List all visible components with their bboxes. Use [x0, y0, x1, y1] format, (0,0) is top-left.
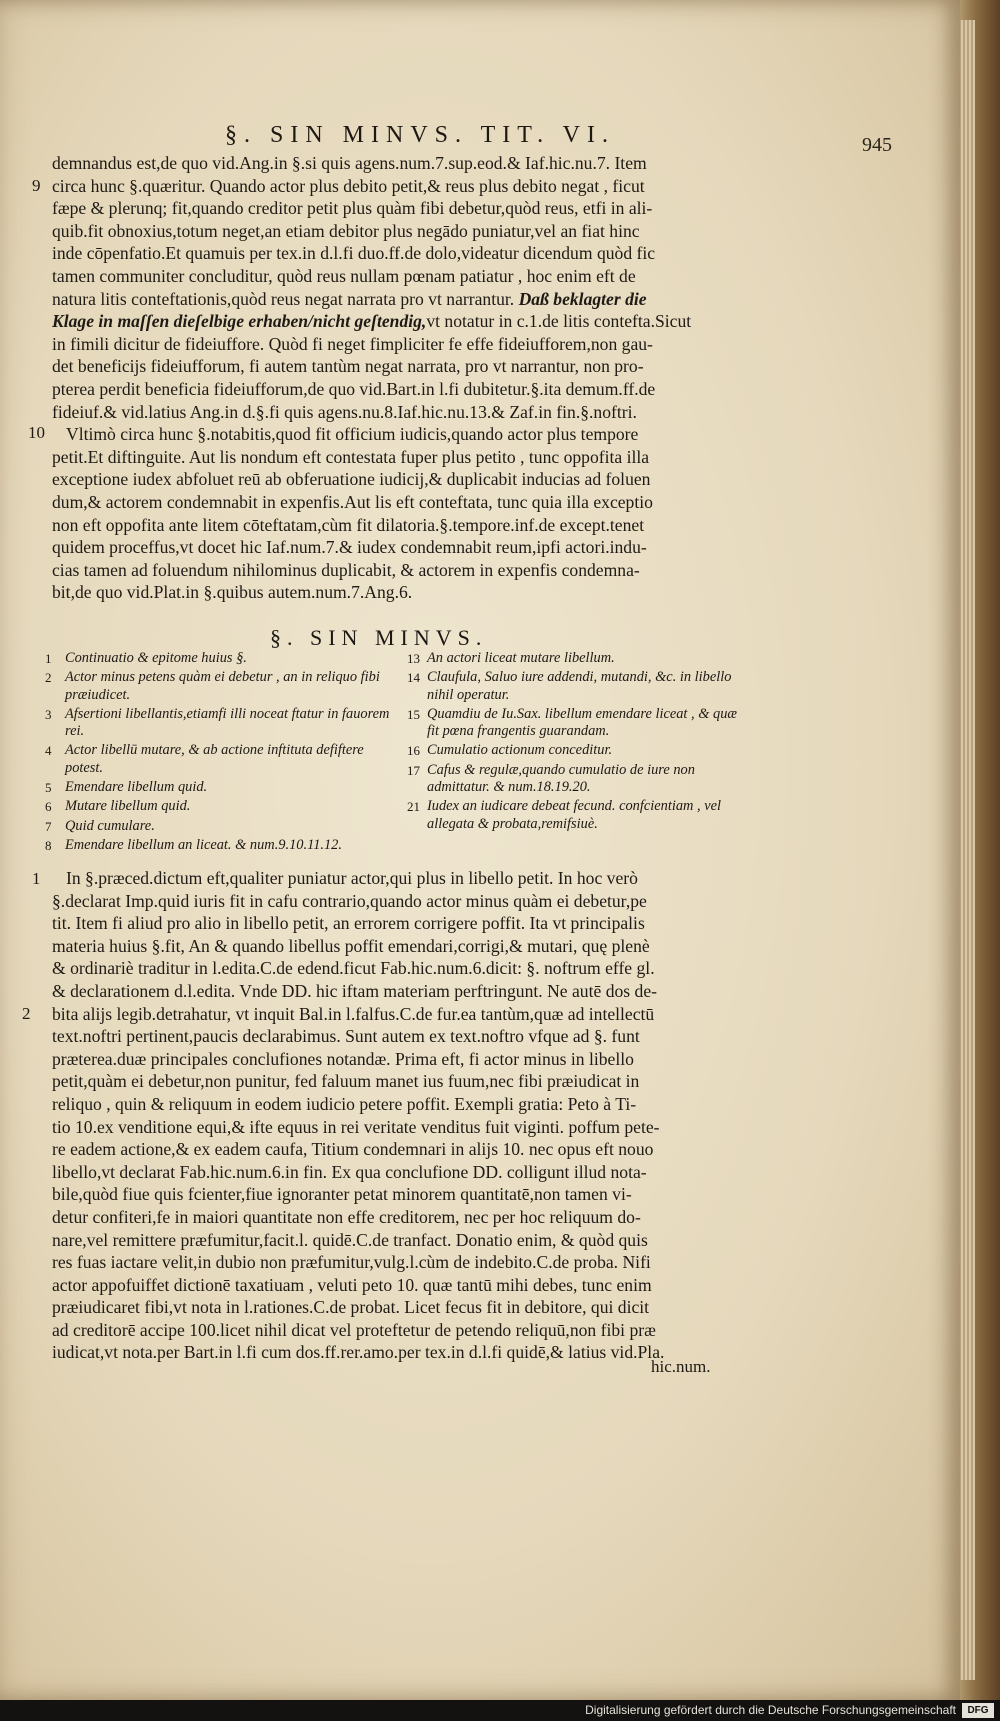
summary-item-number: 4 — [45, 743, 52, 759]
text-line: non eft oppofita ante litem cōteftatam,cùm fit dilatoria.§.tempore.inf.de except.tenet — [52, 514, 645, 535]
margin-number: 10 — [28, 423, 45, 442]
text-line: demnandus est,de quo vid.Ang.in §.si quis agens.num.7.sup.eod.& Iaf.hic.nu.7. Item — [52, 153, 647, 173]
summary-item-text: Actor minus petens quàm ei debetur , an in reliquo fibi præiudicet. — [65, 669, 380, 703]
summary-item-text: Cumulatio actionum conceditur. — [427, 742, 613, 759]
summary-item-number: 6 — [45, 799, 52, 815]
summary-item — [45, 798, 390, 815]
text-line: re eadem actione,& ex eadem caufa, Titium condemnari in alijs 10. nec opus eft nouo — [52, 1139, 654, 1160]
text-line: iudicat,vt nota.per Bart.in l.fi cum dos.ff.rer.amo.per tex.in d.l.fi quidē,& latius vid.Pla. — [52, 1342, 665, 1363]
text-line: text.noftri pertinent,paucis declarabimus. Sunt autem ex text.noftro vfque ad §. funt — [52, 1026, 640, 1047]
text-line: in fimili dicitur de fideiuffore. Quòd fi neget fimpliciter fe effe fideiufforem,non gau- — [52, 333, 653, 354]
summary-item-number: 14 — [407, 670, 420, 686]
summary-item — [407, 762, 752, 797]
text-line: bile,quòd fiue quis fcienter,fiue ignoranter petat minorem quantitatē,non tamen vi- — [52, 1184, 632, 1205]
text-line: circa hunc §.quæritur. Quando actor plus debito petit,& reus plus debito negat , ficut — [52, 175, 645, 196]
summary-item-number: 16 — [407, 743, 420, 759]
summary-item-text: Claufula, Saluo iure addendi, mutandi, &c. in libello nihil operatur. — [427, 669, 732, 703]
body-text-block-1 — [52, 152, 744, 604]
text-line: exceptione iudex abfoluet reū ab obferuatione iudicij,& duplicabit inducias ad foluen — [52, 469, 651, 490]
text-line: pterea perdit beneficia fideiufforum,de quo vid.Bart.in l.fi dubitetur.§.ita demum.ff.de — [52, 378, 656, 399]
text-line: dum,& actorem condemnabit in expenfis.Aut lis eft conteftata, tunc quia illa exceptio — [52, 491, 653, 512]
text-line: bita alijs legib.detrahatur, vt inquit Bal.in l.falfus.C.de fur.ea tantùm,quæ ad intellectū — [52, 1003, 655, 1024]
text-line: tit. Item fi aliud pro alio in libello petit, an errorem corrigere poffit. Ita vt principalis — [52, 913, 645, 934]
text-line: tio 10.ex venditione equi,& ifte equus in rei veritate venditus fuit viginti. poffum pete- — [52, 1116, 660, 1137]
text-line: det beneficijs fideiufforum, fi autem tantùm negat narrata, pro vt narrantur, non pro- — [52, 356, 644, 377]
summary-item — [407, 650, 752, 667]
text-line: & ordinariè traditur in l.edita.C.de edend.ficut Fab.hic.num.6.dicit: §. noftrum effe gl. — [52, 958, 655, 979]
margin-number: 2 — [22, 1004, 31, 1023]
summary-item-text: Actor libellū mutare, & ab actione inftituta defiftere potest. — [65, 742, 364, 776]
summary-item-number: 5 — [45, 780, 52, 796]
text-line: reliquo , quin & reliquum in eodem iudicio petere poffit. Exempli gratia: Peto à Ti- — [52, 1093, 637, 1114]
folio-number: 945 — [862, 134, 892, 156]
margin-number: 9 — [32, 176, 41, 195]
summary-item-number: 15 — [407, 706, 420, 722]
summary-column-right — [407, 650, 752, 835]
text-line: & declarationem d.l.edita. Vnde DD. hic iftam materiam perftringunt. Ne autē dos de- — [52, 980, 657, 1001]
summary-item-number: 13 — [407, 651, 420, 666]
text-line: res fuas iactare velit,in dubio non præfumitur,vulg.l.cùm de indebito.C.de proba. Nifi — [52, 1252, 651, 1273]
text-line: libello,vt declarat Fab.hic.num.6.in fin. Ex qua conclufione DD. colligunt illud nota- — [52, 1161, 647, 1182]
section-title: §. SIN MINVS. — [270, 625, 488, 650]
summary-item-text: Quid cumulare. — [65, 817, 155, 834]
summary-item-text: Cafus & regulæ,quando cumulatio de iure non admittatur. & num.18.19.20. — [427, 761, 695, 796]
summary-item-text: Afsertioni libellantis,etiamfi illi noceat ftatur in fauorem rei. — [65, 705, 390, 740]
summary-item-number: 8 — [45, 837, 52, 853]
body-text-block-2 — [52, 867, 744, 1364]
text-line-part: vt notatur in c.1.de litis contefta.Sicut — [426, 311, 692, 332]
summary-item-number: 7 — [45, 818, 52, 834]
text-line — [52, 288, 744, 311]
summary-item-number: 1 — [45, 651, 52, 666]
text-line: Vltimò circa hunc §.notabitis,quod fit officium iudicis,quando actor plus tempore — [66, 424, 639, 445]
summary-item — [45, 669, 390, 704]
german-phrase: Daß beklagter die — [518, 288, 647, 309]
funding-credit: Digitalisierung gefördert durch die Deutsche Forschungsgemeinschaft — [585, 1703, 956, 1717]
text-line: præiudicaret fibi,vt nota in l.rationes.C.de probat. Licet fecus fit in debitore, qui dicit — [52, 1297, 650, 1318]
text-line: In §.præced.dictum eft,qualiter puniatur actor,qui plus in libello petit. In hoc verò — [66, 868, 638, 888]
summary-item-text: Emendare libellum quid. — [65, 779, 208, 796]
text-line: bit,de quo vid.Plat.in §.quibus autem.num.7.Ang.6. — [52, 582, 413, 603]
summary-item — [407, 742, 752, 759]
text-line: quidem proceffus,vt docet hic Iaf.num.7.& iudex condemnabit reum,ipfi actori.indu- — [52, 537, 647, 558]
text-line: fideiuf.& vid.latius Ang.in d.§.fi quis agens.nu.8.Iaf.hic.nu.13.& Zaf.in fin.§.noftri. — [52, 401, 637, 422]
text-line: §.declarat Imp.quid iuris fit in cafu contrario,quando actor minus quàm ei debetur,pe — [52, 890, 647, 911]
summary-item-text: Mutare libellum quid. — [65, 798, 191, 815]
text-line: materia huius §.fit, An & quando libellus poffit emendari,corrigi,& mutari, quę plenè — [52, 935, 650, 956]
text-line: quib.fit obnoxius,totum neget,an etiam debitor plus negādo puniatur,vel an fiat hinc — [52, 220, 640, 241]
summary-item-number: 17 — [407, 762, 420, 778]
text-line: petit,quàm ei debetur,non punitur, fed faluum manet ius fuum,nec fibi præiudicat in — [52, 1071, 640, 1092]
running-title: §. SIN MINVS. TIT. VI. — [225, 122, 616, 148]
summary-item-text: Quamdiu de Iu.Sax. libellum emendare liceat , & quæ fit pœna frangentis guarandam. — [427, 705, 738, 740]
text-line: petit.Et diftinguite. Aut lis nondum eft contestata fuper plus petito , tunc oppofita illa — [52, 446, 650, 467]
german-phrase: Klage in maſſen dieſelbige erhaben/nicht geſtendig, — [52, 311, 427, 332]
text-line: ad creditorē accipe 100.licet nihil dicat vel proteftetur de petendo reliquū,non fibi præ — [52, 1319, 656, 1340]
summary-item — [45, 650, 390, 667]
text-line: tamen communiter concluditur, quòd reus nullam pœnam patiatur , hoc enim eft de — [52, 265, 636, 286]
margin-number: 1 — [32, 869, 41, 888]
text-line: cias tamen ad foluendum nihilominus duplicabit, & actorem in expenfis condemna- — [52, 559, 640, 580]
dfg-logo: DFG — [962, 1703, 994, 1718]
text-line: fæpe & plerunq; fit,quando creditor petit plus quàm fibi debetur,quòd reus, etfi in ali- — [52, 198, 653, 219]
summary-item — [45, 779, 390, 796]
text-line-part: natura litis conteftationis,quòd reus negat narrata pro vt narrantur. — [52, 288, 515, 309]
summary-item — [407, 706, 752, 741]
summary-item-number: 3 — [45, 706, 52, 722]
summary-item-text: Iudex an iudicare debeat fecund. confcientiam , vel allegata & probata,remifsiuè. — [427, 798, 721, 832]
summary-item-text: Emendare libellum an liceat. & num.9.10.11.12. — [65, 836, 342, 853]
summary-item-number: 2 — [45, 670, 52, 686]
summary-item — [407, 798, 752, 833]
text-line: inde cōpenfatio.Et quamuis per tex.in d.l.fi duo.ff.de dolo,videatur dicendum quòd fic — [52, 243, 656, 264]
catchword: hic.num. — [651, 1357, 711, 1376]
text-line: actor appofuiffet dictionē taxatiuam , veluti peto 10. quæ tantū mihi debes, tunc enim — [52, 1274, 652, 1295]
text-line — [52, 310, 744, 333]
summary-item-text: Continuatio & epitome huius §. — [65, 650, 247, 666]
text-line: præterea.duæ principales conclufiones notandæ. Prima eft, fi actor minus in libello — [52, 1048, 634, 1069]
summary-column-left — [45, 650, 390, 856]
summary-item — [407, 669, 752, 704]
summary-item — [45, 742, 390, 777]
summary-item — [45, 818, 390, 835]
text-line: detur confiteri,fe in maiori quantitate non effe creditorem, nec per hoc reliquum do- — [52, 1206, 641, 1227]
summary-item — [45, 706, 390, 741]
summary-item-number: 21 — [407, 799, 420, 815]
summary-item-text: An actori liceat mutare libellum. — [427, 650, 615, 666]
text-line: nare,vel remittere præfumitur,facit.l. quidē.C.de tranfact. Donatio enim, & quòd quis — [52, 1229, 648, 1250]
summary-item — [45, 837, 390, 854]
